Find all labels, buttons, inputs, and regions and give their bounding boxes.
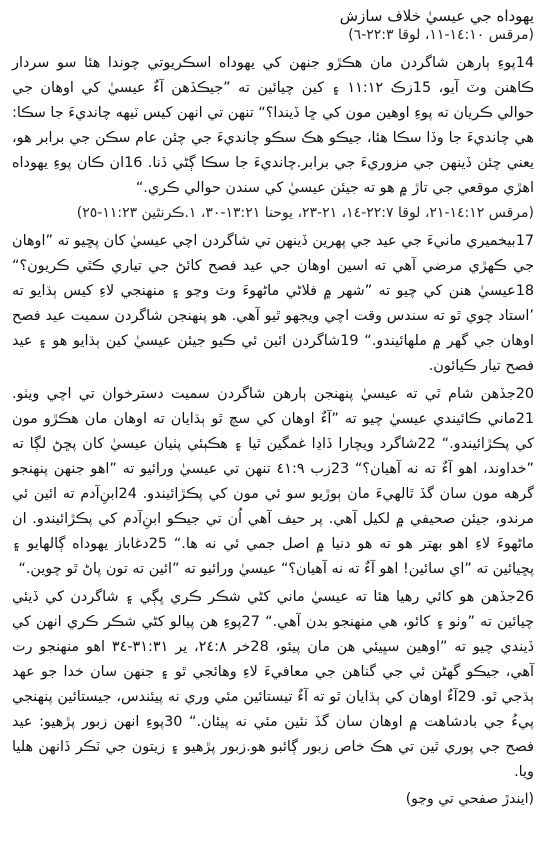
cross-reference-2: (مرقس ١٤:١٢-٢١، لوقا ٢٢:٧-١٤، ٢١-٢٣، يوحنا ١٣:٢١-٣٠، ١.ڪرنٿين ١١:٢٣-٢٥)	[76, 205, 534, 221]
paragraph-verses-20-25: 20جڏهن شام ٿي ته عيسيٰ پنهنجن ٻارهن شاگردن سميت دسترخوان تي اچي ويٺو. 21ماني ڪائيندي عيسيٰ چيو ته ”آءٌ اوهان کي سچ ٿو ٻڌايان ته اوهان مان هڪڙو مون کي پڪڙائيندو.“ 22شاگرد ويچارا ڏاڍا غمگين ٿيا ۽ هڪٻئي پٺيان عيسيٰ کان پڇڻ لڳا ته ”خداوند، اهو آءٌ ته نه آهيان؟“ 23زب ٤١:٩ تنهن تي عيسيٰ ورائيو ته ”اهو جنهن پنهنجو گرهه مون سان گڏ ٿالهيءَ مان ٻوڙيو سو ئي مون کي پڪڙائيندو. 24ابنِ‌آدم ته ائين ئي مرندو، جيئن صحيفي ۾ لکيل آهي. پر حيف آهي اُن تي جيڪو ابنِ‌آدم کي پڪڙائيندو. ان ماڻهوءَ لاءِ اهو بهتر هو ته هو دنيا ۾ اصل جمي ئي نه ها.“ 25دغاباز يهوداه ڳالهايو ۽ پڇيائين ته ”اي سائين! اهو آءٌ ته نه آهيان؟“ عيسيٰ ورائيو ته ”ائين ته تون پاڻ ٿو چوين.“	[12, 386, 535, 577]
paragraph-verses-14-16: 14پوءِ ٻارهن شاگردن مان هڪڙو جنهن کي يهوداه اسڪريوتي چوندا هئا سو سردار ڪاهنن وٽ آيو، 15زڪ ١١:١٢ ۽ کين چيائين ته ”جيڪڏهن آءٌ عيسيٰ کي اوهان جي حوالي ڪريان ته پوءِ اوهين مون کي ڇا ڏيندا؟“ تنهن تي انهن کيس ٽيهه چانديءَ جا سڪا: هي چانديءَ جا وڏا سڪا هئا، جيڪو هڪ سڪو چانديءَ جي چئن عام سڪن جي برابر هو، يعني چئن ڏينهن جي مزوريءَ جي برابر.چانديءَ جا سڪا ڳڻي ڏنا. 16ان ڪان پوءِ يهوداه اهڙي موقعي جي تاڙ ۾ هو ته جيئن عيسيٰ کي سندن حوالي ڪري.“	[12, 55, 535, 196]
paragraph-verses-17-19: 17بيخميري ماني‌ءَ جي عيد جي پهرين ڏينهن تي شاگردن اچي عيسيٰ کان پڇيو ته ”اوهان جي ڪهڙي مرضي آهي ته اسين اوهان جي عيد فصح کائڻ جي تياري ڪٿي ڪريون؟“ 18عيسيٰ هنن کي چيو ته ”شهر ۾ فلاڻي ماڻهوءَ وٽ وڃو ۽ منهنجي لاءِ کيس ٻڌايو ته ’استاد چوي ٿو ته سندس وقت اچي ويجهو ٿيو آهي. هو پنهنجن شاگردن سميت عيد فصح اوهان جي گهر ۾ ملهائيندو.“ 19شاگردن ائين ئي ڪيو جيئن عيسيٰ کين ٻڌايو هو ۽ عيد فصح تيار ڪيائون.	[12, 233, 535, 374]
continue-note: (ايندڙ صفحي تي وڃو)	[405, 791, 534, 807]
paragraph-verses-26-30: 26جڏهن هو کائي رهيا هئا ته عيسيٰ ماني کڻي شڪر ڪري ڀڳي ۽ شاگردن کي ڏيئي چيائين ته ”وٺو ۽ کائو، هي منهنجو بدن آهي.“ 27پوءِ هن پيالو کڻي شڪر ڪري انهن کي ڏيندي چيو ته ”اوهين سڀيئي هن مان پيئو، 28خر ٢٤:٨، ير ٣١:٣١-٣٤ اهو منهنجو رت آهي، جيڪو گهڻن ئي جي گناهن جي معافيءَ لاءِ وهائجي ٿو ۽ جنهن سان خدا جو عهد ٻڌجي ٿو. 29آءٌ اوهان کي ٻڌايان ٿو ته آءٌ تيستائين مئي وري نه پيئندس، جيستائين پنهنجي پيءُ جي بادشاهت ۾ اوهان سان گڏ نئين مئي نه پيئان.“ 30پوءِ انهن زبور پڙهيو: عيد فصح جي پوري ٿين تي هڪ خاص زبور ڳائبو هو.زبور پڙهيو ۽ زيتون جي ٽڪر ڏانهن هليا ويا.	[12, 589, 535, 780]
section-heading: يهوداه جي عيسيٰ خلاف سازش	[339, 7, 534, 25]
cross-reference-1: (مرقس ١٤:١٠-١١، لوقا ٢٢:٣-٦)	[348, 27, 534, 43]
